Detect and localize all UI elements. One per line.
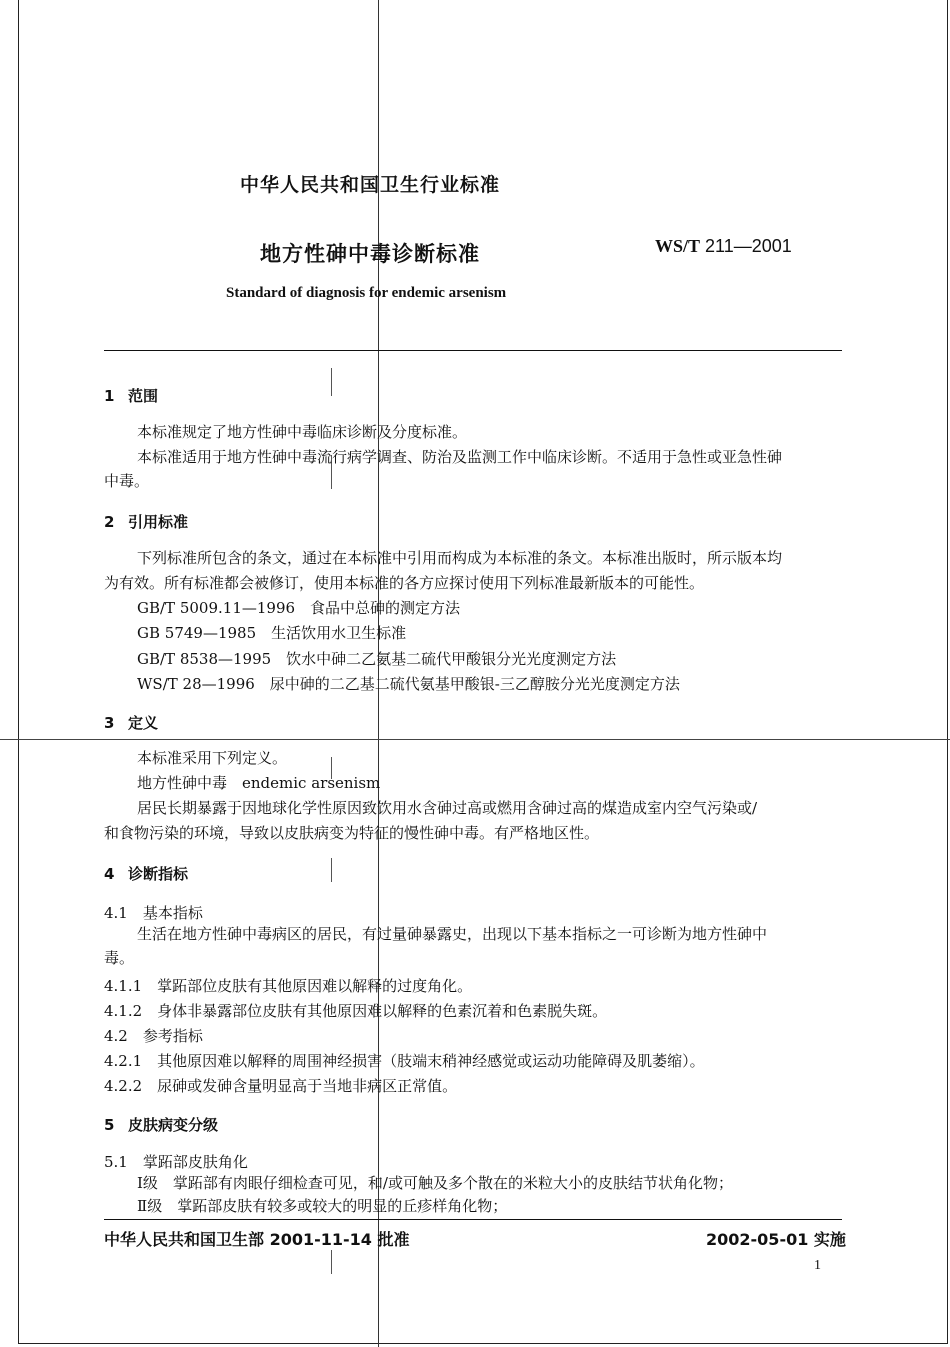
paragraph: 为有效。所有标准都会被修订，使用本标准的各方应探讨使用下列标准最新版本的可能性。 [104, 574, 705, 592]
page-title: 地方性砷中毒诊断标准 [260, 242, 480, 266]
paragraph: 本标准适用于地方性砷中毒流行病学调查、防治及监测工作中临床诊断。不适用于急性或亚急性砷 [137, 448, 783, 466]
grade-item: Ⅱ级 掌跖部皮肤有较多或较大的明显的丘疹样角化物； [137, 1197, 508, 1215]
page-number: 1 [814, 1258, 821, 1273]
definition-term: 地方性砷中毒 endemic arsenism [137, 774, 381, 792]
section-5-heading: 5 皮肤病变分级 [104, 1116, 219, 1134]
clause: 4.1.2 身体非暴露部位皮肤有其他原因难以解释的色素沉着和色素脱失斑。 [104, 1002, 608, 1020]
scan-mark [331, 1250, 332, 1274]
subsection-heading: 4.2 参考指标 [104, 1027, 203, 1045]
effective-date: 2002-05-01 实施 [706, 1230, 846, 1249]
paragraph: 和食物污染的环境，导致以皮肤病变为特征的慢性砷中毒。有严格地区性。 [104, 824, 600, 842]
standard-code-label: WS/T [655, 236, 701, 256]
footer-rule [104, 1219, 842, 1220]
clause: 4.2.1 其他原因难以解释的周围神经损害（肢端末稍神经感觉或运动功能障碍及肌萎缩）。 [104, 1052, 705, 1070]
approval-date: 中华人民共和国卫生部 2001-11-14 批准 [104, 1230, 410, 1249]
subsection-heading: 5.1 掌跖部皮肤角化 [104, 1153, 248, 1171]
paragraph: 下列标准所包含的条文，通过在本标准中引用而构成为本标准的条文。本标准出版时，所示版本均 [137, 549, 783, 567]
issuing-body: 中华人民共和国卫生行业标准 [240, 174, 501, 196]
scan-mark [331, 858, 332, 882]
reference-item: GB/T 5009.11—1996 食品中总砷的测定方法 [137, 599, 461, 617]
paragraph: 本标准规定了地方性砷中毒临床诊断及分度标准。 [137, 423, 468, 441]
paragraph: 生活在地方性砷中毒病区的居民，有过量砷暴露史，出现以下基本指标之一可诊断为地方性砷中 [137, 925, 768, 943]
paragraph: 中毒。 [104, 472, 150, 490]
reference-item: WS/T 28—1996 尿中砷的二乙基二硫代氨基甲酸银-三乙醇胺分光光度测定方法 [137, 675, 680, 693]
standard-code-number: 211—2001 [705, 236, 792, 256]
reference-item: GB/T 8538—1995 饮水中砷二乙氨基二硫代甲酸银分光光度测定方法 [137, 650, 617, 668]
grade-item: Ⅰ级 掌跖部有肉眼仔细检查可见，和/或可触及多个散在的米粒大小的皮肤结节状角化物； [137, 1174, 733, 1192]
clause: 4.2.2 尿砷或发砷含量明显高于当地非病区正常值。 [104, 1077, 458, 1095]
section-4-heading: 4 诊断指标 [104, 865, 189, 883]
scan-mark [331, 368, 332, 396]
page-frame [18, 0, 948, 1344]
header-rule [104, 350, 842, 351]
subsection-heading: 4.1 基本指标 [104, 904, 203, 922]
paragraph: 居民长期暴露于因地球化学性原因致饮用水含砷过高或燃用含砷过高的煤造成室内空气污染或/ [137, 799, 758, 817]
paragraph: 毒。 [104, 949, 135, 967]
section-3-heading: 3 定义 [104, 714, 159, 732]
title-english: Standard of diagnosis for endemic arsenism [226, 285, 507, 301]
reference-item: GB 5749—1985 生活饮用水卫生标准 [137, 624, 407, 642]
clause: 4.1.1 掌跖部位皮肤有其他原因难以解释的过度角化。 [104, 977, 473, 995]
section-2-heading: 2 引用标准 [104, 513, 189, 531]
section-1-heading: 1 范围 [104, 387, 159, 405]
standard-code [655, 236, 792, 257]
fold-line-vertical [378, 0, 379, 1347]
fold-line-horizontal [0, 739, 950, 740]
paragraph: 本标准采用下列定义。 [137, 749, 288, 767]
